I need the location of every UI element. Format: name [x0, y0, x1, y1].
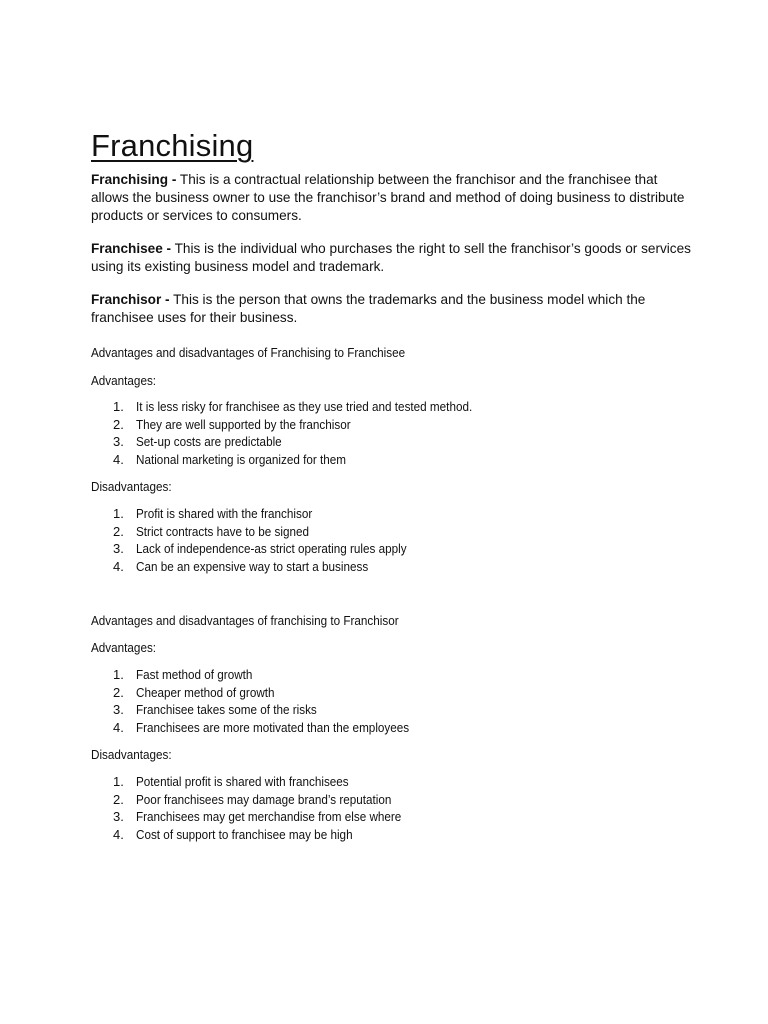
definition-franchisor	[91, 291, 691, 327]
list-item-text: It is less risky for franchisee as they use tried and tested method.	[136, 399, 473, 414]
franchisee-disadvantages-label: Disadvantages:	[91, 479, 172, 494]
list-item-text: National marketing is organized for them	[136, 451, 347, 467]
list-item-text: Strict contracts have to be signed	[136, 523, 309, 539]
definition-term: Franchisor -	[91, 292, 170, 307]
list-item-number: 3.	[113, 702, 124, 718]
list-item-number: 4.	[113, 719, 124, 735]
franchisor-advantages-label: Advantages:	[91, 640, 157, 655]
list-item-text: Set-up costs are predictable	[136, 434, 282, 450]
list-item-text: Cheaper method of growth	[136, 684, 275, 700]
list-item-text: Profit is shared with the franchisor	[136, 506, 313, 521]
list-item-text: Can be an expensive way to start a business	[136, 558, 369, 574]
list-item-number: 1.	[113, 667, 124, 682]
franchisee-advantages-label: Advantages:	[91, 373, 157, 388]
list-item-text: Franchisees are more motivated than the employees	[136, 719, 410, 735]
list-item-number: 4.	[113, 558, 124, 574]
list-item-number: 2.	[113, 791, 124, 807]
list-item-number: 3.	[113, 541, 124, 557]
definition-text: This is the person that owns the trademarks and the business model which the franchisee uses for their business.	[91, 292, 646, 325]
list-item-number: 2.	[113, 684, 124, 700]
list-item-text: Franchisee takes some of the risks	[136, 702, 317, 718]
list-item-number: 1.	[113, 774, 124, 789]
definition-text: This is the individual who purchases the right to sell the franchisor’s goods or services using its existing business model and trademark.	[91, 241, 691, 274]
list-item-number: 4.	[113, 826, 124, 842]
list-item-number: 3.	[113, 809, 124, 825]
franchisor-section-heading: Advantages and disadvantages of franchising to Franchisor	[91, 613, 399, 628]
list-item-text: Fast method of growth	[136, 667, 253, 682]
list-item-text: Cost of support to franchisee may be high	[136, 826, 353, 842]
definition-term: Franchising -	[91, 172, 177, 187]
list-item-number: 2.	[113, 416, 124, 432]
definition-franchising	[91, 171, 691, 225]
franchisor-disadvantages-label: Disadvantages:	[91, 747, 172, 762]
list-item-text: They are well supported by the franchisor	[136, 416, 351, 432]
list-item-text: Potential profit is shared with franchisees	[136, 774, 349, 789]
list-item-number: 4.	[113, 451, 124, 467]
list-item-text: Poor franchisees may damage brand’s reputation	[136, 791, 392, 807]
list-item-number: 1.	[113, 506, 124, 521]
list-item-number: 1.	[113, 399, 124, 414]
definition-text: This is a contractual relationship between the franchisor and the franchisee that allows the business owner to use the franchisor’s brand and method of doing business to distribute products or services to consumers.	[91, 172, 685, 223]
definition-franchisee	[91, 240, 691, 276]
franchisee-section-heading: Advantages and disadvantages of Franchising to Franchisee	[91, 345, 406, 360]
definition-term: Franchisee -	[91, 241, 172, 256]
list-item-number: 2.	[113, 523, 124, 539]
list-item-text: Franchisees may get merchandise from else where	[136, 809, 402, 825]
document-title: Franchising	[91, 128, 254, 163]
list-item-text: Lack of independence-as strict operating rules apply	[136, 541, 407, 557]
list-item-number: 3.	[113, 434, 124, 450]
